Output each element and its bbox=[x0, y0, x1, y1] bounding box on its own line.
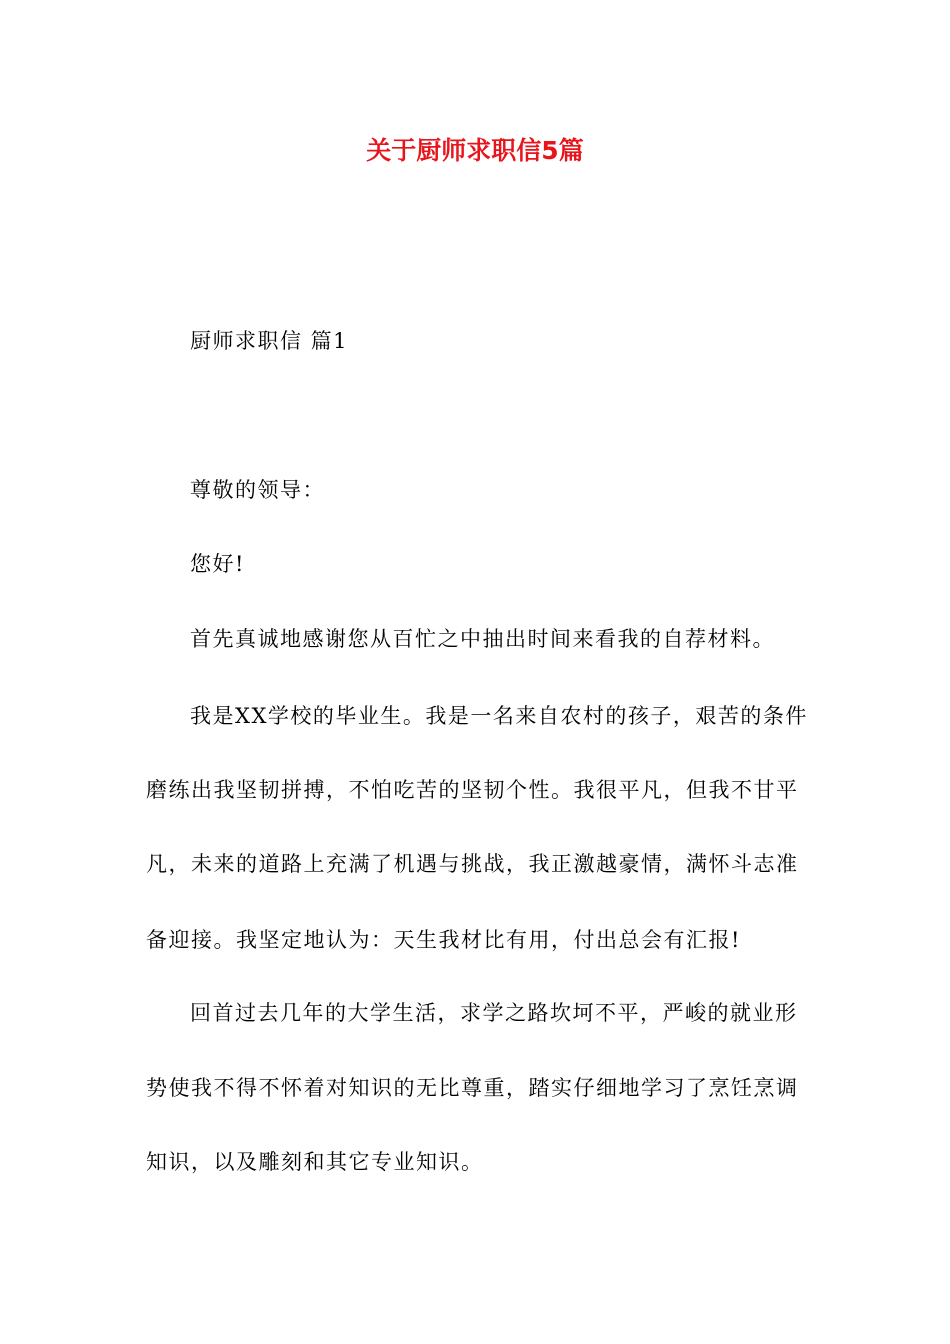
paragraph-line: 回首过去几年的大学生活，求学之路坎坷不平，严峻的就业形 bbox=[190, 1001, 798, 1025]
salutation: 尊敬的领导： bbox=[190, 478, 325, 502]
section-heading: 厨师求职信 篇1 bbox=[190, 329, 349, 353]
paragraph-line: 磨练出我坚韧拼搏，不怕吃苦的坚韧个性。我很平凡，但我不甘平 bbox=[146, 778, 799, 802]
paragraph-line: 我是XX学校的毕业生。我是一名来自农村的孩子，艰苦的条件 bbox=[190, 704, 808, 728]
paragraph-line: 知识，以及雕刻和其它专业知识。 bbox=[146, 1150, 484, 1174]
paragraph-line: 备迎接。我坚定地认为：天生我材比有用，付出总会有汇报! bbox=[146, 928, 741, 952]
paragraph-line: 势使我不得不怀着对知识的无比尊重，踏实仔细地学习了烹饪烹调 bbox=[146, 1076, 799, 1100]
document-title: 关于厨师求职信5篇 bbox=[366, 136, 584, 165]
paragraph-line: 首先真诚地感谢您从百忙之中抽出时间来看我的自荐材料。 bbox=[190, 627, 775, 651]
greeting: 您好! bbox=[190, 552, 245, 576]
paragraph-line: 凡，未来的道路上充满了机遇与挑战，我正激越豪情，满怀斗志准 bbox=[146, 852, 799, 876]
